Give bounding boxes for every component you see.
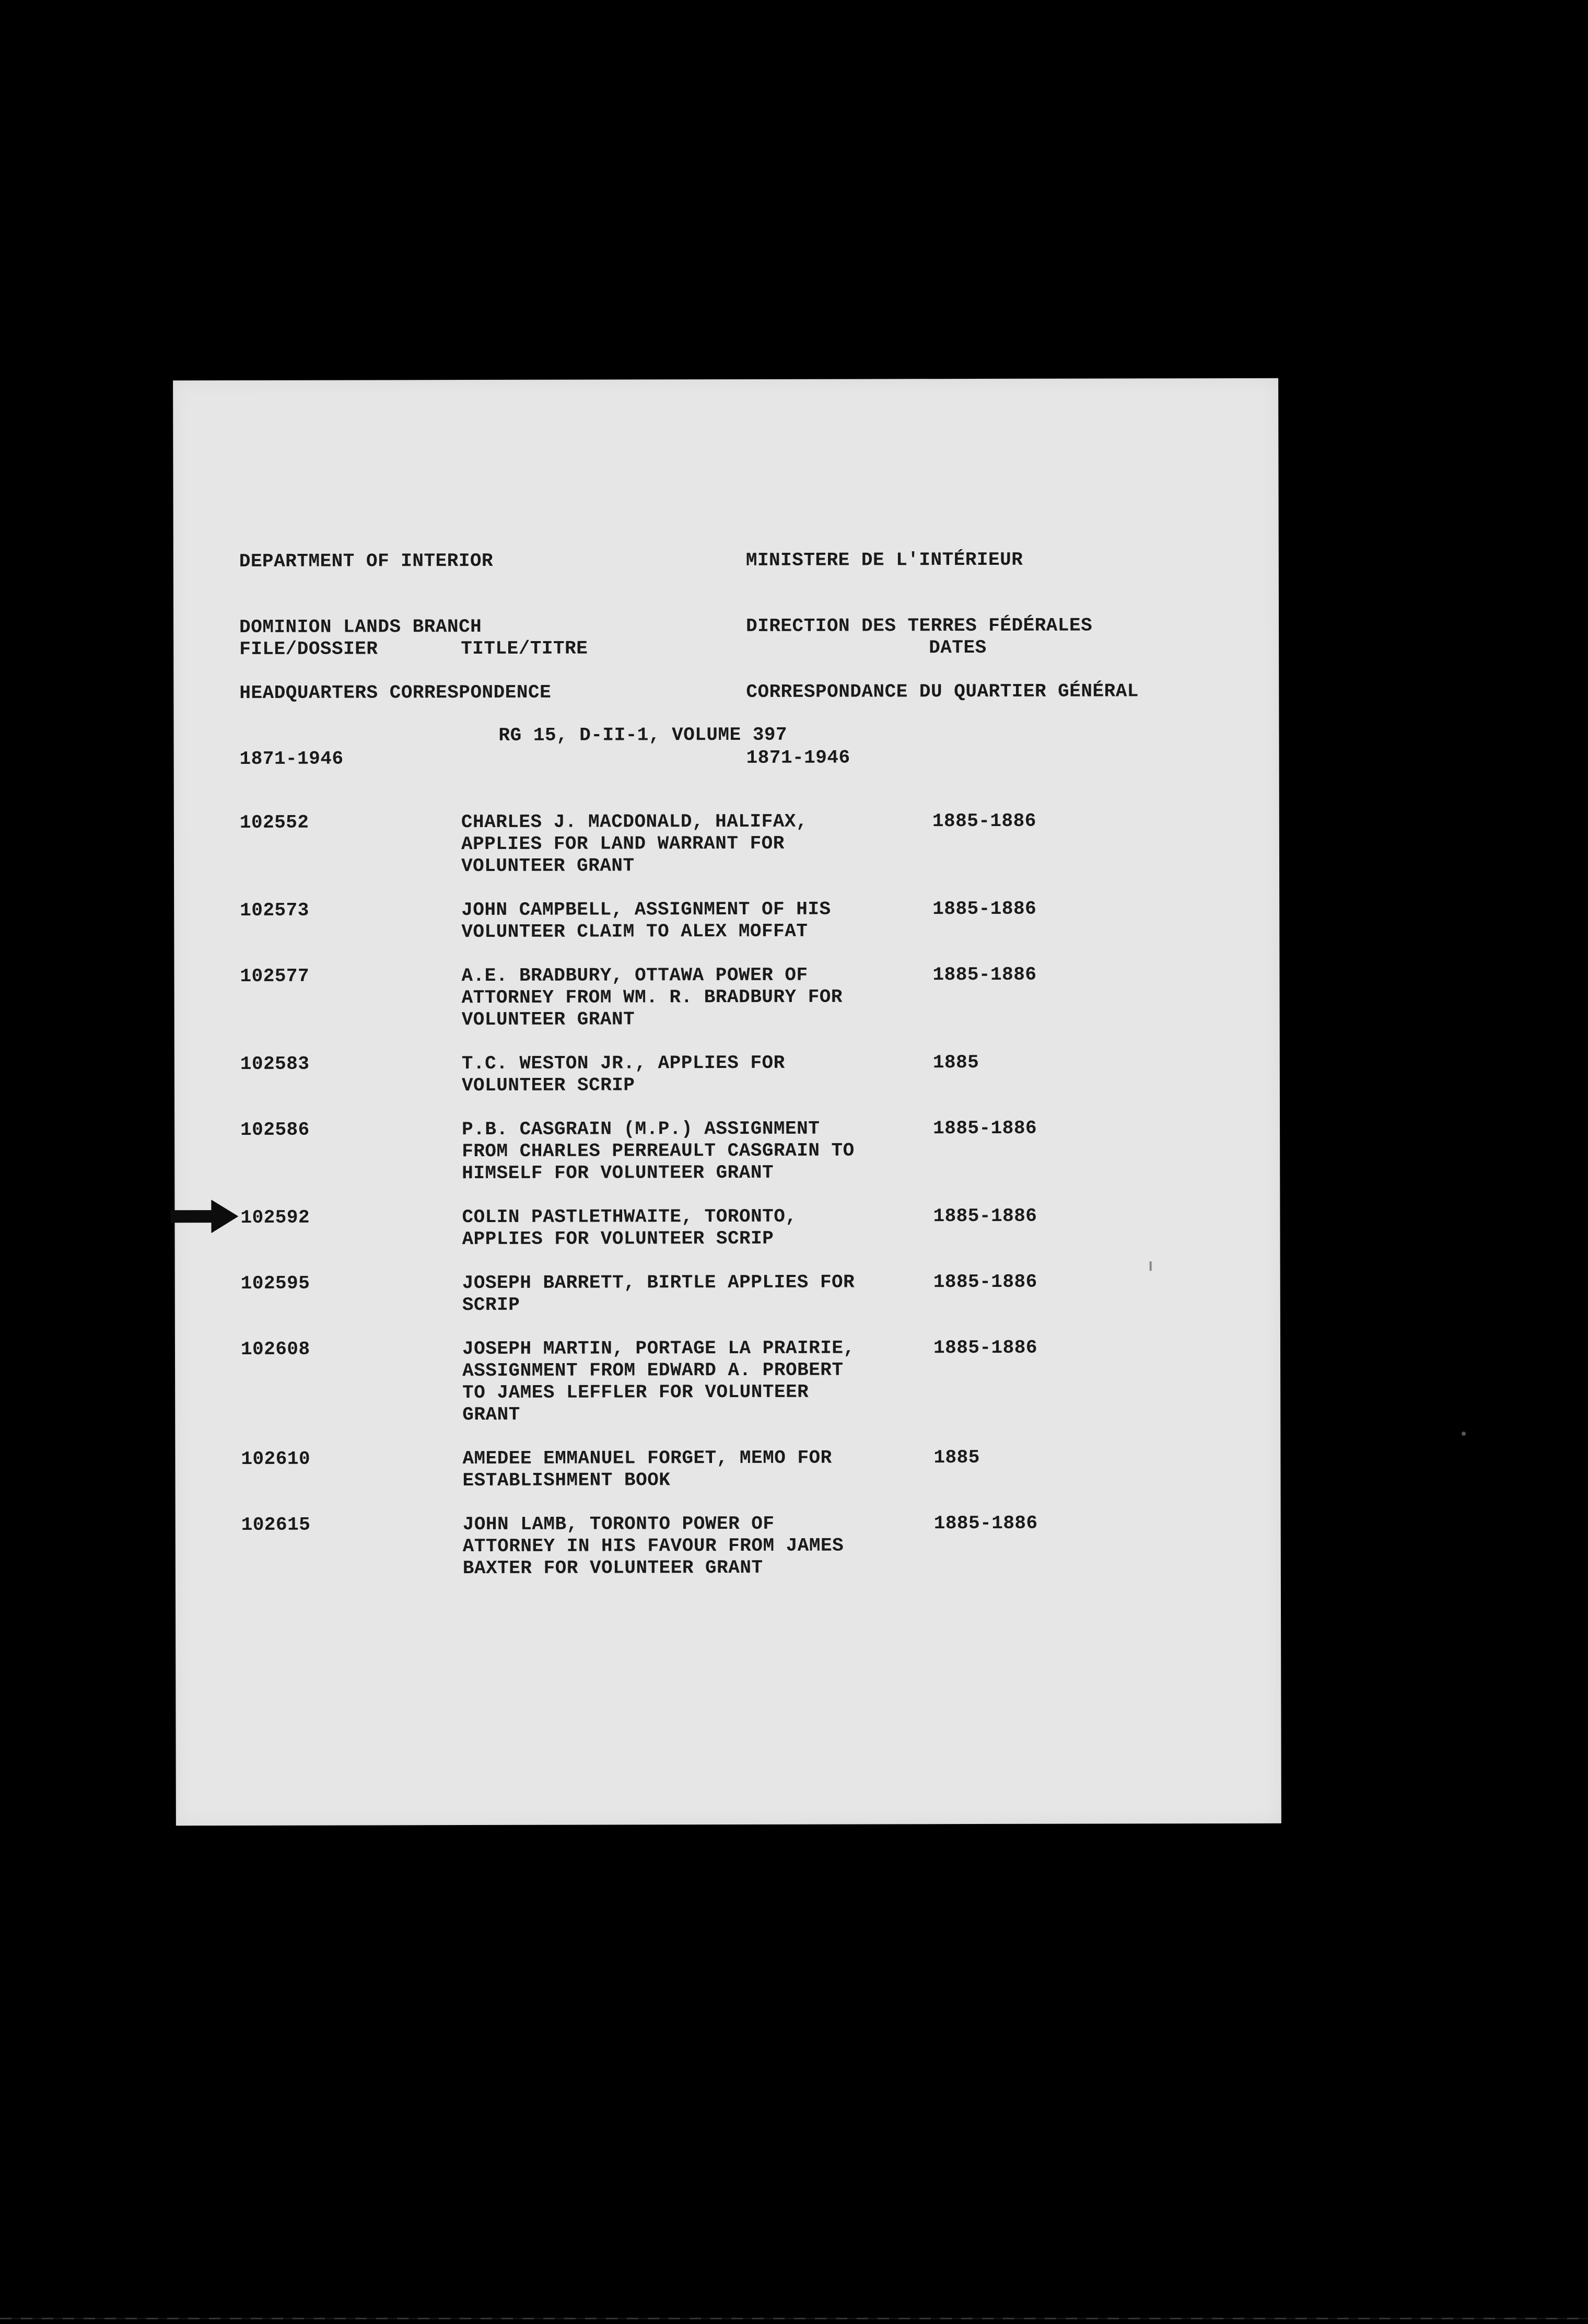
- entry-dates: 1885-1886: [932, 898, 1037, 920]
- film-edge: [0, 2318, 1588, 2319]
- entry-title: A.E. BRADBURY, OTTAWA POWER OF ATTORNEY FROM WM. R. BRADBURY FOR VOLUNTEER GRANT: [461, 964, 843, 1031]
- entry-dates: 1885-1886: [933, 1337, 1037, 1359]
- entry-file: 102577: [240, 965, 310, 987]
- entry-title: JOSEPH BARRETT, BIRTLE APPLIES FOR SCRIP: [462, 1271, 855, 1316]
- entry-dates: 1885-1886: [933, 1117, 1037, 1140]
- film-speck: [1462, 1432, 1466, 1436]
- entry-dates: 1885: [932, 1051, 979, 1074]
- entry-row: [175, 1446, 1280, 1492]
- entry-row: [176, 1512, 1281, 1579]
- entry-title: JOHN LAMB, TORONTO POWER OF ATTORNEY IN HIS FAVOUR FROM JAMES BAXTER FOR VOLUNTEER GRANT: [462, 1513, 844, 1579]
- entry-file: 102610: [241, 1448, 311, 1470]
- entry-file: 102583: [240, 1053, 310, 1075]
- entry-file: 102552: [239, 811, 309, 833]
- entry-title: T.C. WESTON JR., APPLIES FOR VOLUNTEER SCRIP: [461, 1052, 785, 1097]
- column-header-dates: DATES: [929, 636, 987, 659]
- entry-title: JOHN CAMPBELL, ASSIGNMENT OF HIS VOLUNTEER CLAIM TO ALEX MOFFAT: [461, 898, 831, 943]
- entry-row: [175, 1271, 1280, 1316]
- column-header-file: FILE/DOSSIER: [239, 638, 378, 660]
- entry-row: [174, 1205, 1280, 1250]
- entry-dates: 1885: [933, 1446, 980, 1469]
- entry-title: JOSEPH MARTIN, PORTAGE LA PRAIRIE, ASSIGNMENT FROM EDWARD A. PROBERT TO JAMES LEFFLER FOR VOLUNTEER GRANT: [462, 1337, 855, 1426]
- entry-file: 102595: [240, 1272, 310, 1294]
- header-right-line: CORRESPONDANCE DU QUARTIER GÉNÉRAL: [746, 680, 1139, 703]
- entry-file: 102615: [241, 1514, 311, 1536]
- volume-reference: RG 15, D-II-1, VOLUME 397: [498, 724, 788, 746]
- entry-title: AMEDEE EMMANUEL FORGET, MEMO FOR ESTABLISHMENT BOOK: [462, 1447, 832, 1492]
- entry-row: [174, 1051, 1280, 1097]
- entry-file: 102573: [240, 899, 309, 921]
- entry-row: [174, 963, 1279, 1031]
- entry-title: P.B. CASGRAIN (M.P.) ASSIGNMENT FROM CHARLES PERREAULT CASGRAIN TO HIMSELF FOR VOLUNTEER GRANT: [462, 1118, 855, 1184]
- stray-mark: [1150, 1261, 1152, 1271]
- entry-file: 102608: [240, 1338, 310, 1360]
- document-page: [173, 378, 1281, 1826]
- column-header-title: TITLE/TITRE: [461, 637, 588, 660]
- entry-row: [174, 898, 1279, 943]
- entry-title: COLIN PASTLETHWAITE, TORONTO, APPLIES FOR VOLUNTEER SCRIP: [462, 1205, 797, 1250]
- header-left-line: DEPARTMENT OF INTERIOR: [239, 550, 494, 572]
- entry-dates: 1885-1886: [932, 810, 1036, 832]
- entry-file: 102586: [240, 1119, 310, 1141]
- entry-dates: 1885-1886: [933, 1205, 1037, 1227]
- entry-row: [174, 1117, 1280, 1184]
- pointer-arrow-icon: [170, 1200, 238, 1233]
- entry-title: CHARLES J. MACDONALD, HALIFAX, APPLIES FOR LAND WARRANT FOR VOLUNTEER GRANT: [461, 810, 808, 877]
- entry-dates: 1885-1886: [933, 1512, 1038, 1535]
- entry-dates: 1885-1886: [932, 963, 1037, 986]
- header-left-line: 1871-1946: [239, 748, 344, 770]
- entry-file: 102592: [240, 1206, 310, 1228]
- header-right-line: MINISTERE DE L'INTÉRIEUR: [745, 549, 1023, 571]
- header-right-line: DIRECTION DES TERRES FÉDÉRALES: [746, 614, 1093, 637]
- header-left-line: HEADQUARTERS CORRESPONDENCE: [239, 681, 552, 704]
- entry-dates: 1885-1886: [933, 1271, 1037, 1293]
- entry-row: [175, 1337, 1280, 1426]
- header-left-line: DOMINION LANDS BRANCH: [239, 615, 482, 638]
- header-right-line: 1871-1946: [746, 747, 850, 769]
